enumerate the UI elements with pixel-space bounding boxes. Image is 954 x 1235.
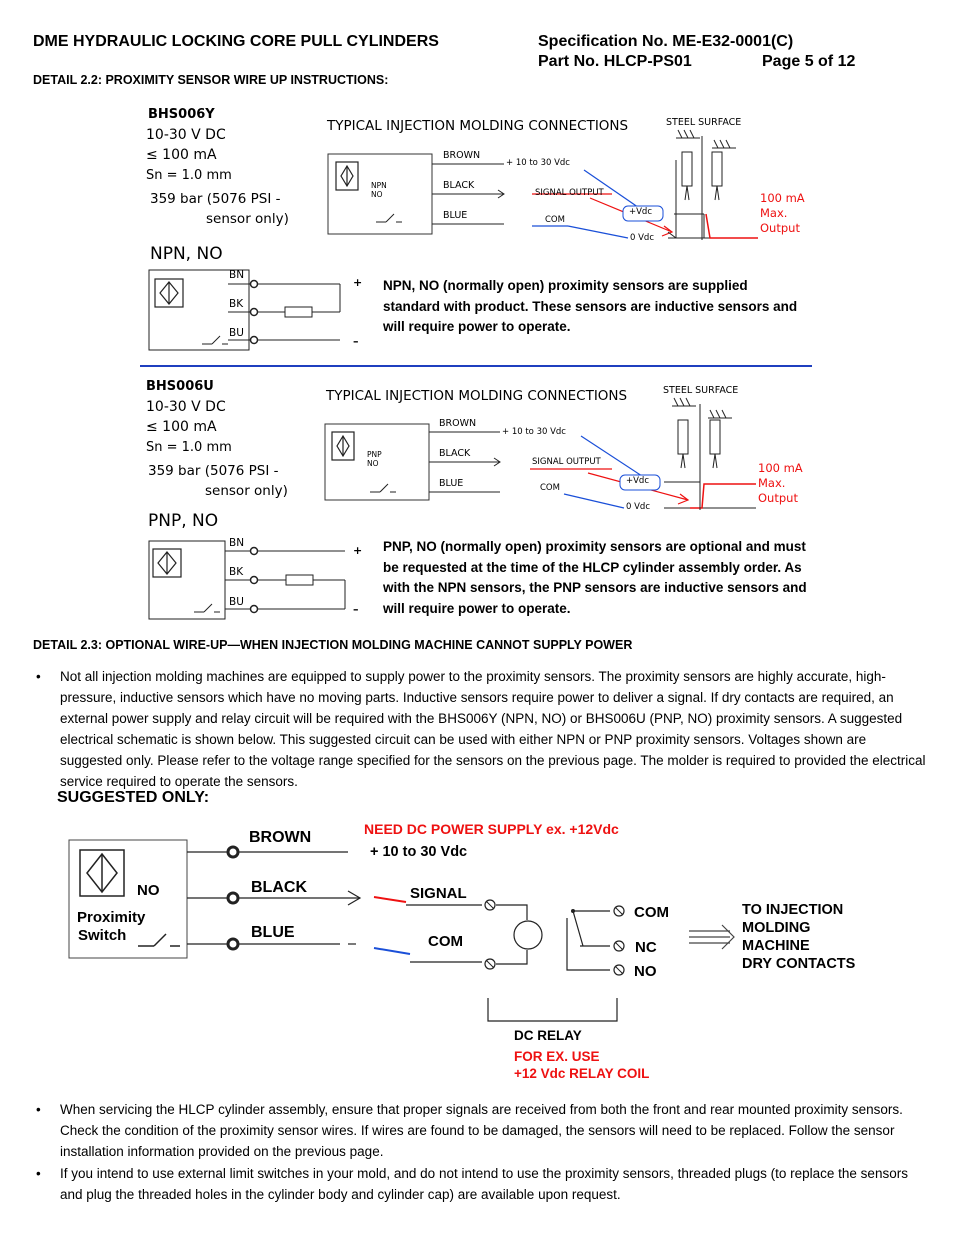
npn-voltage: 10-30 V DC xyxy=(146,127,226,143)
to-injection-2: MOLDING xyxy=(742,920,811,936)
bullet-text-1: Not all injection molding machines are equipped to supply power to the proximity sensors. The proximity sensors are highly accurate, high-pressure, inductive sensors which have no moving parts. Inductive sensors require power to deliver a signal. If dry contacts are required, an external power supply and relay circuit will be required with the BHS006Y (NPN, NO) or BHS006U (PNP, NO) proximity sensors. A suggested electrical schematic is shown below. This suggested circuit can be used with either NPN or PNP proximity sensors. Voltages shown are suggested only. Please refer to the voltage range specified for the sensors on the previous page. The molder is required to provided the electrical service required to operate the sensors. xyxy=(60,669,926,789)
npn-code-2: NO xyxy=(371,190,383,199)
pnp-pressure: 359 bar (5076 PSI - xyxy=(148,463,279,479)
relay-no-label: NO xyxy=(634,963,657,980)
spec-number: Specification No. ME-E32-0001(C) xyxy=(538,33,794,50)
for-ex-label: FOR EX. USE xyxy=(514,1049,600,1064)
pnp-bn: BN xyxy=(229,537,245,549)
pnp-max-2: Max. xyxy=(758,476,786,490)
pnp-max-3: Output xyxy=(758,491,798,505)
pnp-minus: – xyxy=(353,603,359,616)
npn-steel-surface: STEEL SURFACE xyxy=(666,117,742,128)
pnp-max-1: 100 mA xyxy=(758,461,803,475)
bullet-dot-2: • xyxy=(36,1102,41,1117)
document-title: DME HYDRAULIC LOCKING CORE PULL CYLINDERS xyxy=(33,33,439,50)
switch-no-label: NO xyxy=(137,882,160,899)
com-label: COM xyxy=(428,933,463,950)
npn-sn: Sn = 1.0 mm xyxy=(146,168,232,183)
pnp-code-2: NO xyxy=(367,459,379,468)
to-injection-4: DRY CONTACTS xyxy=(742,956,856,972)
bullet-dot-1: • xyxy=(36,669,41,684)
npn-wire-black: BLACK xyxy=(443,180,475,191)
wire-blue-label: BLUE xyxy=(251,924,295,941)
wire-brown-label: BROWN xyxy=(249,829,312,846)
pnp-voltage: 10-30 V DC xyxy=(146,399,226,415)
suggested-heading: SUGGESTED ONLY: xyxy=(57,789,210,806)
npn-bu: BU xyxy=(229,327,244,339)
pnp-current: ≤ 100 mA xyxy=(146,419,217,435)
need-power-label: NEED DC POWER SUPPLY ex. +12Vdc xyxy=(364,821,619,837)
pnp-com: COM xyxy=(540,483,560,493)
npn-max-2: Max. xyxy=(760,206,788,220)
detail-2-2-heading: DETAIL 2.2: PROXIMITY SENSOR WIRE UP INSTRUCTIONS: xyxy=(33,73,389,87)
npn-pressure-note: sensor only) xyxy=(206,211,289,227)
proximity-label: Proximity xyxy=(77,909,146,926)
bullet-text-3: If you intend to use external limit switches in your mold, and do not intend to use the proximity sensors, threaded plugs (to replace the sensors and plug the threaded holes in the cylinder body and cylinder cap) are available upon request. xyxy=(60,1166,908,1202)
npn-note: NPN, NO (normally open) proximity sensors are supplied standard with product. These sensors are inductive sensors and will require power to operate. xyxy=(383,278,798,334)
npn-current: ≤ 100 mA xyxy=(146,147,217,163)
npn-model: BHS006Y xyxy=(148,107,215,122)
bullet-dot-3: • xyxy=(36,1166,41,1181)
npn-minus: – xyxy=(353,335,359,348)
npn-wire-blue: BLUE xyxy=(443,210,468,221)
pnp-wire-brown: BROWN xyxy=(439,418,477,429)
npn-bk: BK xyxy=(229,298,244,310)
npn-pressure: 359 bar (5076 PSI - xyxy=(150,191,281,207)
npn-com: COM xyxy=(545,215,565,225)
part-number: Part No. HLCP-PS01 xyxy=(538,53,692,70)
pnp-plus: + xyxy=(353,544,363,557)
pnp-note: PNP, NO (normally open) proximity sensors are optional and must be requested at the time of the HLCP cylinder assembly order. As with the NPN sensors, the PNP sensors are inductive sensors and will require power to operate. xyxy=(383,539,807,616)
relay-nc-label: NC xyxy=(635,939,657,956)
pnp-type-label: PNP, NO xyxy=(148,511,219,531)
npn-bn: BN xyxy=(229,269,245,281)
signal-label: SIGNAL xyxy=(410,885,467,902)
page-number: Page 5 of 12 xyxy=(762,53,856,70)
pnp-connections-title: TYPICAL INJECTION MOLDING CONNECTIONS xyxy=(326,388,628,404)
pnp-bk: BK xyxy=(229,566,244,578)
npn-code-1: NPN xyxy=(371,181,387,190)
voltage-range: + 10 to 30 Vdc xyxy=(370,844,468,860)
npn-plus-range: + 10 to 30 Vdc xyxy=(506,158,570,168)
bullet-text-2: When servicing the HLCP cylinder assembly, ensure that proper signals are received from both the front and rear mounted proximity sensors. Check the condition of the proximity sensor wires. If wires are found to be damaged, the sensors will need to be replaced. Follow the sensor installation information provided on the previous page. xyxy=(60,1102,903,1159)
detail-2-3-heading: DETAIL 2.3: OPTIONAL WIRE-UP—WHEN INJECTION MOLDING MACHINE CANNOT SUPPLY POWER xyxy=(33,638,633,652)
to-injection-3: MACHINE xyxy=(742,938,810,954)
npn-signal-output: SIGNAL OUTPUT xyxy=(535,188,604,198)
pnp-wire-blue: BLUE xyxy=(439,478,464,489)
npn-plus: + xyxy=(353,276,363,289)
pnp-vdc-plus: +Vdc xyxy=(626,476,650,486)
relay-com-label: COM xyxy=(634,904,669,921)
npn-max-1: 100 mA xyxy=(760,191,805,205)
wire-black-label: BLACK xyxy=(251,879,307,896)
relay-coil-label: +12 Vdc RELAY COIL xyxy=(514,1066,650,1081)
npn-wire-brown: BROWN xyxy=(443,150,481,161)
pnp-model: BHS006U xyxy=(146,379,214,394)
pnp-steel-surface: STEEL SURFACE xyxy=(663,385,739,396)
pnp-pressure-note: sensor only) xyxy=(205,483,288,499)
npn-type-label: NPN, NO xyxy=(150,244,223,264)
pnp-wire-black: BLACK xyxy=(439,448,471,459)
pnp-bu: BU xyxy=(229,596,244,608)
npn-connections-title: TYPICAL INJECTION MOLDING CONNECTIONS xyxy=(327,118,629,134)
pnp-code-1: PNP xyxy=(367,450,382,459)
pnp-zero-vdc: 0 Vdc xyxy=(626,502,650,512)
dc-relay-label: DC RELAY xyxy=(514,1028,582,1043)
npn-max-3: Output xyxy=(760,221,800,235)
to-injection-1: TO INJECTION xyxy=(742,902,844,918)
switch-label: Switch xyxy=(78,927,127,944)
pnp-plus-range: + 10 to 30 Vdc xyxy=(502,427,566,437)
pnp-signal-output: SIGNAL OUTPUT xyxy=(532,457,601,467)
npn-zero-vdc: 0 Vdc xyxy=(630,233,654,243)
npn-vdc-plus: +Vdc xyxy=(629,207,653,217)
pnp-sn: Sn = 1.0 mm xyxy=(146,440,232,455)
